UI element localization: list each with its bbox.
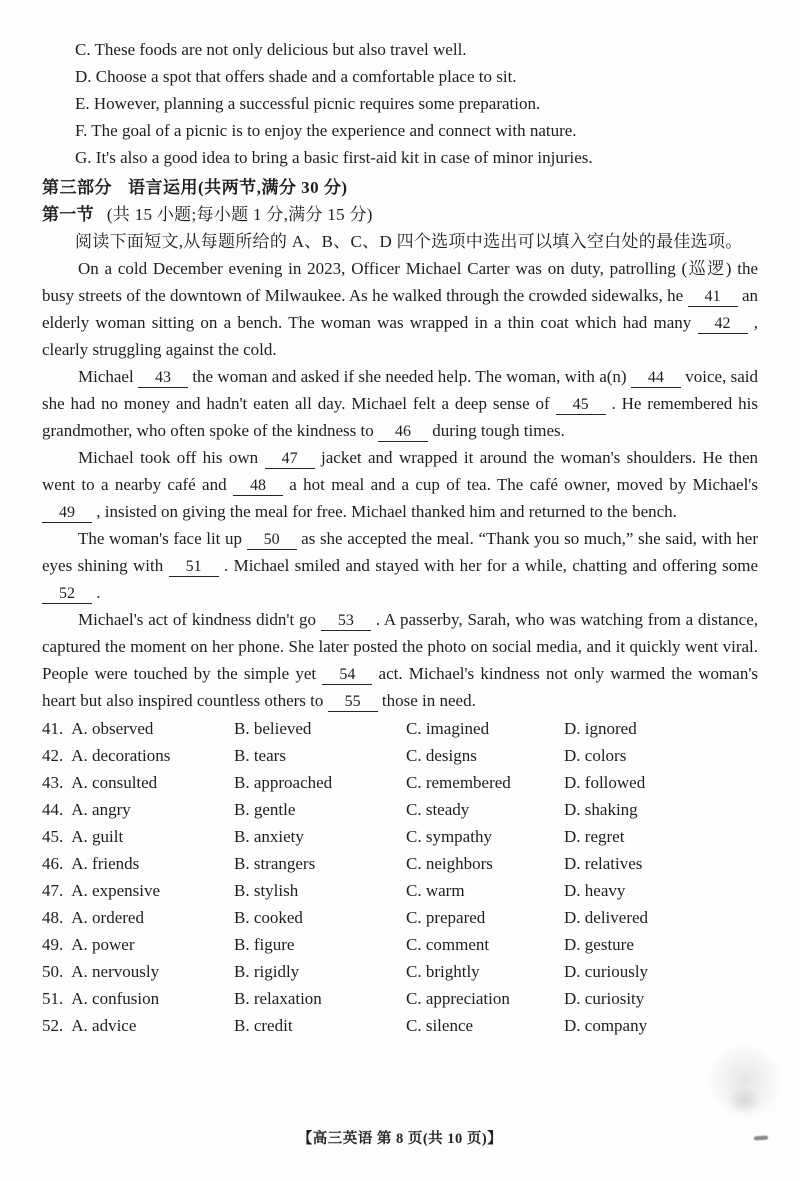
question-row: [42, 1012, 758, 1039]
bank-option-line: G. It's also a good idea to bring a basic first-aid kit in case of minor injuries.: [75, 148, 593, 167]
option-a: A. guilt: [71, 827, 124, 846]
option-a: A. power: [71, 935, 135, 954]
option-d: D. company: [564, 1016, 648, 1035]
passage-paragraph: Michael 43 the woman and asked if she needed help. The woman, with a(n) 44 voice, said she had no money and hadn't eaten all day. Michael felt a deep sense of 45 . He remembered his grandmother, who often spoke of the kindness to 46 during tough times.: [42, 367, 758, 440]
option-a: A. consulted: [71, 773, 158, 792]
option-d: D. ignored: [564, 719, 637, 738]
option-c: C. imagined: [406, 719, 490, 738]
question-cell-a: [42, 823, 234, 850]
option-a: A. nervously: [71, 962, 160, 981]
option-a: A. observed: [71, 719, 154, 738]
question-row: [42, 796, 758, 823]
question-number: 45.: [42, 827, 64, 846]
part3-label: 第三部分: [42, 178, 112, 197]
scan-artifact: [706, 1042, 784, 1120]
question-cell-a: [42, 904, 234, 931]
part3-heading: [42, 174, 758, 201]
option-c: C. sympathy: [406, 827, 492, 846]
option-b: B. approached: [234, 773, 333, 792]
cloze-instructions: 阅读下面短文,从每题所给的 A、B、C、D 四个选项中选出可以填入空白处的最佳选项。: [75, 232, 743, 251]
option-b: B. rigidly: [234, 962, 300, 981]
option-c: C. designs: [406, 746, 477, 765]
option-b: B. relaxation: [234, 989, 322, 1008]
option-d: D. heavy: [564, 881, 626, 900]
option-c: C. appreciation: [406, 989, 510, 1008]
cloze-blank-44: 44: [631, 368, 681, 388]
question-row: [42, 850, 758, 877]
question-number: 44.: [42, 800, 64, 819]
option-b: B. stylish: [234, 881, 299, 900]
option-d: D. gesture: [564, 935, 634, 954]
option-a: A. ordered: [71, 908, 144, 927]
option-c: C. brightly: [406, 962, 480, 981]
option-d: D. regret: [564, 827, 625, 846]
cloze-blank-53: 53: [321, 611, 371, 631]
question-number: 43.: [42, 773, 64, 792]
option-c: C. steady: [406, 800, 470, 819]
question-row: [42, 904, 758, 931]
passage-paragraph: Michael took off his own 47 jacket and wrapped it around the woman's shoulders. He then went to a nearby café and 48 a hot meal and a cup of tea. The café owner, moved by Michael's 49 , insisted on giving the meal for free. Michael thanked him and returned to the bench.: [42, 448, 758, 521]
passage-paragraph: On a cold December evening in 2023, Officer Michael Carter was on duty, patrolling (巡逻) the busy streets of the downtown of Milwaukee. As he walked through the crowded sidewalks, he 41 an elderly woman sitting on a bench. The woman was wrapped in a thin coat which had many 42 , clearly struggling against the cold.: [42, 259, 758, 359]
option-a: A. decorations: [71, 746, 171, 765]
question-cell-a: [42, 1012, 234, 1039]
passage-paragraph: Michael's act of kindness didn't go 53 . A passerby, Sarah, who was watching from a distance, captured the moment on her phone. She later posted the photo on social media, and it quickly went viral. People were touched by the simple yet 54 act. Michael's kindness not only warmed the woman's heart but also inspired countless others to 55 those in need.: [42, 610, 758, 710]
bank-option-line: D. Choose a spot that offers shade and a comfortable place to sit.: [75, 67, 517, 86]
bank-option-line: C. These foods are not only delicious but also travel well.: [75, 40, 467, 59]
option-c: C. neighbors: [406, 854, 493, 873]
option-d: D. delivered: [564, 908, 649, 927]
question-number: 42.: [42, 746, 64, 765]
option-a: A. advice: [71, 1016, 137, 1035]
cloze-blank-49: 49: [42, 503, 92, 523]
section1-heading: [42, 201, 758, 228]
option-a: A. angry: [71, 800, 131, 819]
option-b: B. anxiety: [234, 827, 304, 846]
option-b: B. gentle: [234, 800, 296, 819]
cloze-blank-43: 43: [138, 368, 188, 388]
cloze-blank-45: 45: [556, 395, 606, 415]
cloze-blank-50: 50: [247, 530, 297, 550]
cloze-blank-42: 42: [698, 314, 748, 334]
question-cell-a: [42, 742, 234, 769]
question-cell-a: [42, 958, 234, 985]
option-b: B. tears: [234, 746, 286, 765]
question-cell-a: [42, 796, 234, 823]
cloze-blank-51: 51: [169, 557, 219, 577]
bank-option-line: E. However, planning a successful picnic requires some preparation.: [75, 94, 541, 113]
question-number: 50.: [42, 962, 64, 981]
question-row: [42, 958, 758, 985]
question-number: 46.: [42, 854, 64, 873]
passage-paragraph: The woman's face lit up 50 as she accepted the meal. “Thank you so much,” she said, with her eyes shining with 51 . Michael smiled and stayed with her for a while, chatting and offering some 52 .: [42, 529, 758, 602]
option-d: D. followed: [564, 773, 646, 792]
option-b: B. credit: [234, 1016, 293, 1035]
option-c: C. prepared: [406, 908, 486, 927]
question-row: [42, 823, 758, 850]
cloze-blank-41: 41: [688, 287, 738, 307]
question-cell-a: [42, 985, 234, 1012]
cloze-blank-55: 55: [328, 692, 378, 712]
question-number: 49.: [42, 935, 64, 954]
option-b: B. believed: [234, 719, 312, 738]
page-footer: 【高三英语 第 8 页(共 10 页)】: [297, 1131, 503, 1147]
question-row: [42, 742, 758, 769]
cloze-bank-options: [42, 36, 758, 171]
question-row: [42, 877, 758, 904]
scan-artifact: [728, 1088, 762, 1114]
question-number: 51.: [42, 989, 64, 1008]
option-a: A. friends: [71, 854, 140, 873]
option-b: B. strangers: [234, 854, 316, 873]
option-c: C. comment: [406, 935, 490, 954]
question-number: 41.: [42, 719, 64, 738]
cloze-passage: [42, 255, 758, 714]
cloze-blank-46: 46: [378, 422, 428, 442]
section1-label: 第一节: [42, 205, 94, 224]
option-c: C. remembered: [406, 773, 511, 792]
question-number: 48.: [42, 908, 64, 927]
option-d: D. shaking: [564, 800, 638, 819]
question-cell-a: [42, 715, 234, 742]
question-row: [42, 931, 758, 958]
question-cell-a: [42, 931, 234, 958]
cloze-blank-52: 52: [42, 584, 92, 604]
question-row: [42, 769, 758, 796]
cloze-blank-48: 48: [233, 476, 283, 496]
question-cell-a: [42, 769, 234, 796]
option-d: D. relatives: [564, 854, 643, 873]
question-number: 47.: [42, 881, 64, 900]
option-c: C. warm: [406, 881, 465, 900]
question-cell-a: [42, 850, 234, 877]
option-a: A. confusion: [71, 989, 160, 1008]
part3-title: 语言运用(共两节,满分 30 分): [128, 178, 348, 197]
cloze-blank-54: 54: [322, 665, 372, 685]
option-d: D. curiously: [564, 962, 649, 981]
bank-option-line: F. The goal of a picnic is to enjoy the experience and connect with nature.: [75, 121, 577, 140]
question-number: 52.: [42, 1016, 64, 1035]
question-row: [42, 985, 758, 1012]
option-a: A. expensive: [71, 881, 161, 900]
option-d: D. colors: [564, 746, 627, 765]
question-options-table: [42, 715, 758, 1039]
option-c: C. silence: [406, 1016, 474, 1035]
question-cell-a: [42, 877, 234, 904]
question-row: [42, 715, 758, 742]
option-b: B. cooked: [234, 908, 303, 927]
option-d: D. curiosity: [564, 989, 645, 1008]
cloze-blank-47: 47: [265, 449, 315, 469]
option-b: B. figure: [234, 935, 295, 954]
section1-detail: (共 15 小题;每小题 1 分,满分 15 分): [106, 205, 373, 224]
